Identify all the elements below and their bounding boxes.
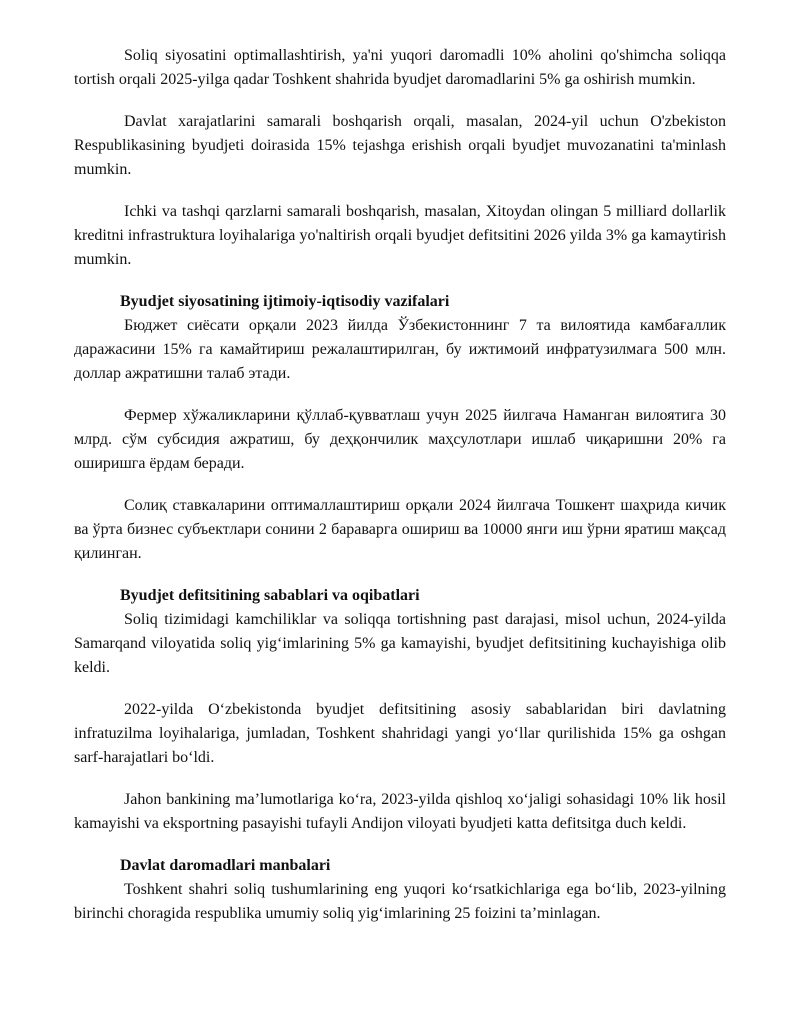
section-heading: Davlat daromadlari manbalari [120, 857, 331, 874]
section-paragraph: Soliq tizimidagi kamchiliklar va soliqqa tortishning past darajasi, misol uchun, 2024-yilda Samarqand viloyatida soliq yig‘imlarining 5% ga kamayishi, byudjet defitsitining kuchayishiga olib keldi. [74, 611, 726, 676]
intro-paragraph-1: Soliq siyosatini optimallashtirish, ya'ni yuqori daromadli 10% aholini qo'shimcha soliqqa tortish orqali 2025-yilga qadar Toshkent shahrida byudjet daromadlarini 5% ga oshirish mumkin. [74, 47, 726, 88]
section-paragraph: Бюджет сиёсати орқали 2023 йилда Ўзбекистоннинг 7 та вилоятида камбағаллик даражасини 15% га камайтириш режалаштирилган, бу ижтимоий инфратузилмага 500 млн. доллар ажратишни талаб этади. [74, 317, 726, 382]
section-paragraph: Jahon bankining ma’lumotlariga ko‘ra, 2023-yilda qishloq xo‘jaligi sohasidagi 10% lik hosil kamayishi va eksportning pasayishi tufayli Andijon viloyati byudjeti katta defitsitga duch keldi. [74, 791, 726, 832]
section-paragraph: Фермер хўжаликларини қўллаб-қувватлаш учун 2025 йилгача Наманган вилоятига 30 млрд. сўм субсидия ажратиш, бу деҳқончилик маҳсулотлари ишлаб чиқаришни 20% га оширишга ёрдам беради. [74, 407, 726, 472]
section-deficit-causes [74, 584, 726, 836]
document-page [74, 44, 726, 926]
intro-paragraph-3: Ichki va tashqi qarzlarni samarali boshqarish, masalan, Xitoydan olingan 5 milliard dollarlik kreditni infrastruktura loyihalariga yo'naltirish orqali byudjet defitsitini 2026 yilda 3% ga kamaytirish mumkin. [74, 203, 726, 268]
section-paragraph: Солиқ ставкаларини оптималлаштириш орқали 2024 йилгача Тошкент шаҳрида кичик ва ўрта бизнес субъектлари сонини 2 бараварга ошириш ва 10000 янги иш ўрни яратиш мақсад қилинган. [74, 497, 726, 562]
intro-paragraph-2: Davlat xarajatlarini samarali boshqarish orqali, masalan, 2024-yil uchun O'zbekiston Respublikasining byudjeti doirasida 15% tejashga erishish orqali byudjet muvozanatini ta'minlash mumkin. [74, 113, 726, 178]
section-heading: Byudjet siyosatining ijtimoiy-iqtisodiy vazifalari [120, 293, 450, 310]
section-heading: Byudjet defitsitining sabablari va oqibatlari [120, 587, 420, 604]
section-social-economic-tasks [74, 290, 726, 566]
section-revenue-sources [74, 854, 726, 926]
section-paragraph: Toshkent shahri soliq tushumlarining eng yuqori ko‘rsatkichlariga ega bo‘lib, 2023-yilning birinchi choragida respublika umumiy soliq yig‘imlarining 25 foizini ta’minlagan. [74, 881, 726, 922]
section-paragraph: 2022-yilda O‘zbekistonda byudjet defitsitining asosiy sabablaridan biri davlatning infratuzilma loyihalariga, jumladan, Toshkent shahridagi yangi yo‘llar qurilishida 15% ga oshgan sarf-harajatlari bo‘ldi. [74, 701, 726, 766]
